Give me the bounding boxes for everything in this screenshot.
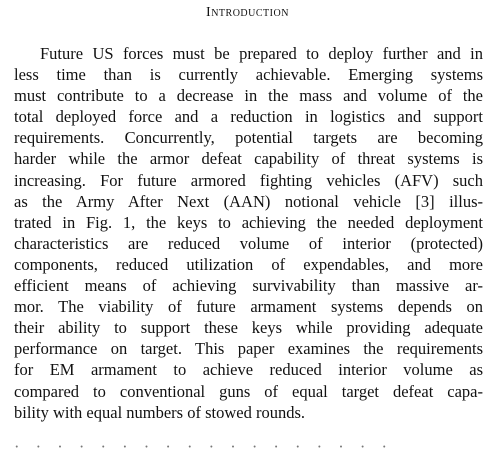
paragraph-line: efficient means of achieving survivability than massive ar- — [14, 276, 483, 296]
paragraph-line: increasing. For future armored fighting vehicles (AFV) such — [14, 170, 483, 190]
paragraph-line: characteristics are reduced volume of interior (protected) — [14, 233, 483, 253]
paragraph-line: components, reduced utilization of expendables, and more — [14, 254, 483, 274]
paragraph-line: must contribute to a decrease in the mass and volume of the — [14, 86, 483, 106]
introduction-paragraph — [14, 43, 483, 423]
paragraph-line: trated in Fig. 1, the keys to achieving the needed deployment — [14, 212, 483, 232]
paragraph-line: requirements. Concurrently, potential targets are becoming — [14, 128, 483, 148]
paragraph-line: compared to conventional guns of equal target defeat capa- — [14, 381, 483, 401]
paragraph-line: their ability to support these keys while providing adequate — [14, 318, 483, 338]
paragraph-line: as the Army After Next (AAN) notional vehicle [3] illus- — [14, 191, 483, 211]
section-heading: Introduction — [206, 5, 289, 20]
paragraph-line: total deployed force and a reduction in logistics and support — [14, 107, 483, 127]
paragraph-line: Future US forces must be prepared to deploy further and in — [40, 44, 483, 63]
paragraph-line: performance on target. This paper examines the requirements — [14, 339, 483, 359]
paragraph-line: bility with equal numbers of stowed rounds. — [14, 402, 306, 422]
cropped-next-line — [14, 437, 483, 462]
paragraph-line: harder while the armor defeat capability of threat systems is — [14, 149, 483, 169]
paragraph-line: less time than is currently achievable. Emerging systems — [14, 65, 483, 85]
paragraph-line: mor. The viability of future armament systems depends on — [14, 297, 483, 317]
cropped-text-fragment: · · · · · · · · · · · · · · · · · · — [14, 437, 394, 456]
paragraph-line: for EM armament to achieve reduced interior volume as — [14, 360, 483, 380]
